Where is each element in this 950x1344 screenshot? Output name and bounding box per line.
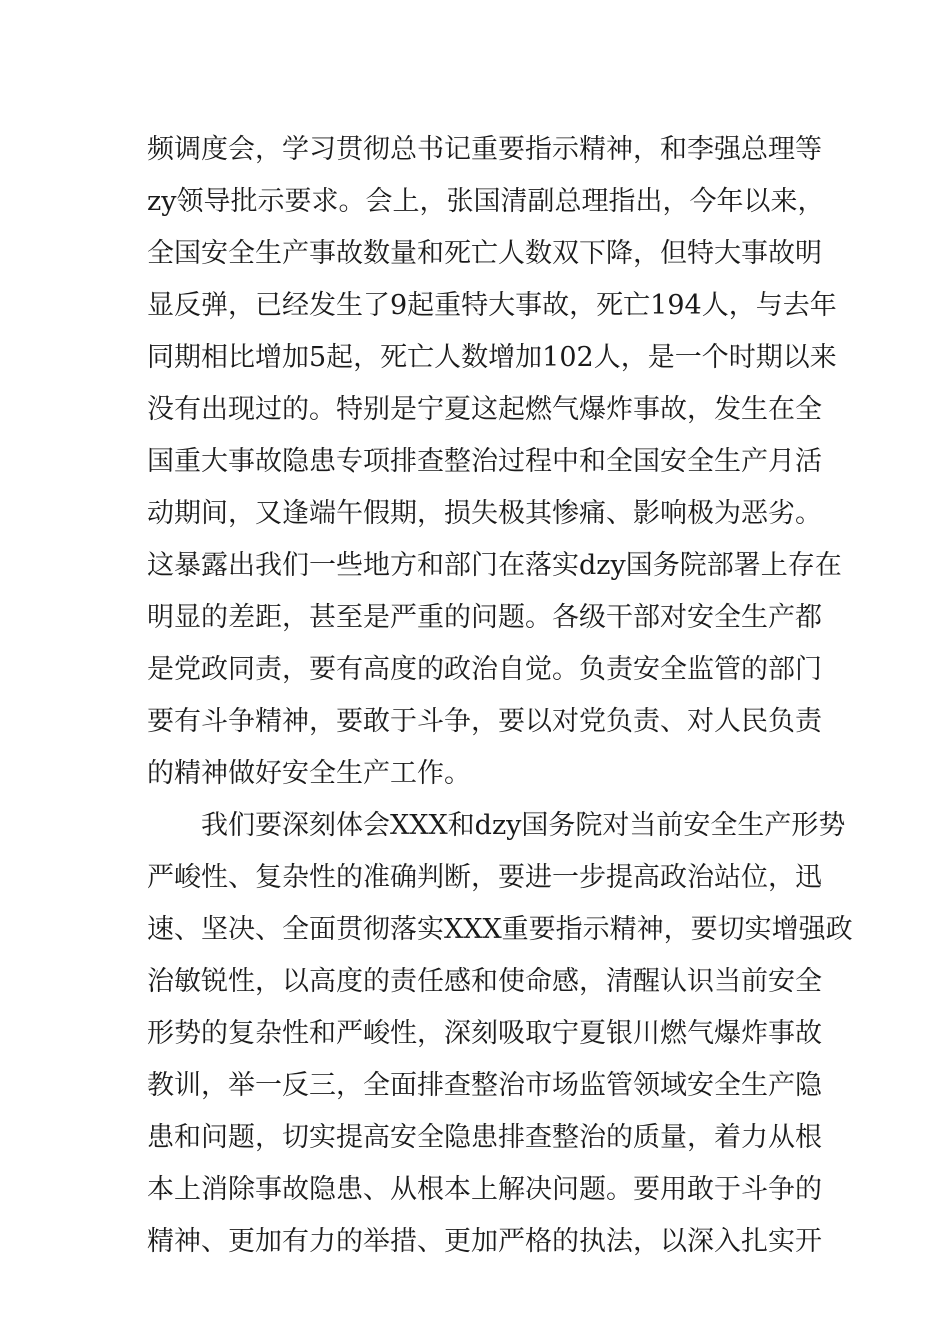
text-line: 这暴露出我们一些地方和部门在落实dzy国务院部署上存在 bbox=[147, 550, 842, 581]
text-line: 教训，举一反三，全面排查整治市场监管领域安全生产隐 bbox=[147, 1070, 822, 1101]
text-line: 全国安全生产事故数量和死亡人数双下降，但特大事故明 bbox=[147, 238, 822, 269]
text-line: 精神、更加有力的举措、更加严格的执法，以深入扎实开 bbox=[147, 1226, 822, 1257]
text-line: 动期间，又逢端午假期，损失极其惨痛、影响极为恶劣。 bbox=[147, 498, 822, 529]
paragraph-end-line: 的精神做好安全生产工作。 bbox=[147, 758, 471, 789]
paragraph-first-line: 我们要深刻体会XXX和dzy国务院对当前安全生产形势 bbox=[201, 810, 846, 841]
text-line: 国重大事故隐患专项排查整治过程中和全国安全生产月活 bbox=[147, 446, 822, 477]
text-line: 要有斗争精神，要敢于斗争，要以对党负责、对人民负责 bbox=[147, 706, 822, 737]
text-line: zy领导批示要求。会上，张国清副总理指出，今年以来， bbox=[147, 186, 825, 217]
text-line: 治敏锐性，以高度的责任感和使命感，清醒认识当前安全 bbox=[147, 966, 822, 997]
text-line: 严峻性、复杂性的准确判断，要进一步提高政治站位，迅 bbox=[147, 862, 822, 893]
text-line: 明显的差距，甚至是严重的问题。各级干部对安全生产都 bbox=[147, 602, 822, 633]
text-line: 本上消除事故隐患、从根本上解决问题。要用敢于斗争的 bbox=[147, 1174, 822, 1205]
text-line: 显反弹，已经发生了9起重特大事故，死亡194人，与去年 bbox=[147, 290, 837, 321]
text-line: 形势的复杂性和严峻性，深刻吸取宁夏银川燃气爆炸事故 bbox=[147, 1018, 822, 1049]
text-line: 是党政同责，要有高度的政治自觉。负责安全监管的部门 bbox=[147, 654, 822, 685]
text-line: 患和问题，切实提高安全隐患排查整治的质量，着力从根 bbox=[147, 1122, 822, 1153]
text-line: 没有出现过的。特别是宁夏这起燃气爆炸事故，发生在全 bbox=[147, 394, 822, 425]
text-line: 同期相比增加5起，死亡人数增加102人，是一个时期以来 bbox=[147, 342, 837, 373]
text-line: 速、坚决、全面贯彻落实XXX重要指示精神，要切实增强政 bbox=[147, 914, 853, 945]
text-line: 频调度会，学习贯彻总书记重要指示精神，和李强总理等 bbox=[147, 134, 822, 165]
